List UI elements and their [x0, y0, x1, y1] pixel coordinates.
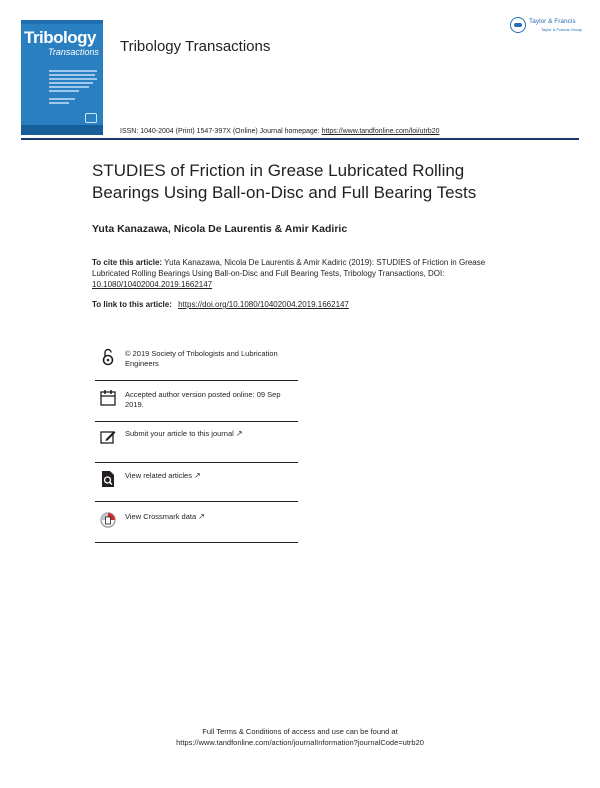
- info-divider: [95, 380, 298, 381]
- info-divider: [95, 462, 298, 463]
- cover-title-sub: Transactions: [48, 47, 99, 57]
- doi-link[interactable]: 10.1080/10402004.2019.1662147: [92, 280, 213, 289]
- info-divider: [95, 542, 298, 543]
- journal-homepage-link[interactable]: https://www.tandfonline.com/loi/utrb20: [321, 128, 440, 135]
- article-link-label: To link to this article:: [92, 300, 172, 309]
- publisher-logo[interactable]: [510, 17, 582, 35]
- cover-title-main: Tribology: [24, 28, 96, 47]
- issn-line: [120, 128, 439, 135]
- issn-text: ISSN: 1040-2004 (Print) 1547-397X (Online) Journal homepage:: [120, 128, 320, 135]
- external-link-icon: ↗: [235, 429, 243, 438]
- article-authors: Yuta Kanazawa, Nicola De Laurentis & Amir Kadiric: [92, 223, 348, 235]
- crossmark-icon: [100, 511, 116, 529]
- cover-footer: [21, 125, 103, 135]
- publisher-logo-sub: Taylor & Francis Group: [541, 27, 582, 32]
- crossmark-row[interactable]: [95, 511, 298, 543]
- citation-text: Yuta Kanazawa, Nicola De Laurentis & Amir Kadiric (2019): STUDIES of Friction in Grease Lubricated Rolling Bearings Using Ball-on-Disc and Full Bearing Tests, Tribology Transactions, DOI:: [92, 258, 486, 278]
- publisher-logo-name: Taylor & Francis: [529, 18, 576, 25]
- article-link[interactable]: https://doi.org/10.1080/10402004.2019.1662147: [178, 300, 349, 309]
- page-footer: [0, 726, 600, 748]
- footer-line-1: Full Terms & Conditions of access and use can be found at: [202, 727, 398, 736]
- article-title: STUDIES of Friction in Grease Lubricated Rolling Bearings Using Ball-on-Disc and Full Bearing Tests: [92, 161, 477, 202]
- submit-link[interactable]: [125, 429, 295, 439]
- cover-stripe: [21, 20, 103, 24]
- related-link[interactable]: [125, 471, 295, 481]
- calendar-icon: [100, 389, 116, 407]
- submit-text: Submit your article to this journal: [125, 429, 234, 438]
- header-rule: [21, 138, 579, 140]
- cover-blurb: [49, 70, 97, 106]
- journal-title: Tribology Transactions: [120, 38, 271, 55]
- edit-icon: [100, 428, 116, 446]
- crossmark-link[interactable]: [125, 512, 295, 522]
- info-divider: [95, 501, 298, 502]
- article-link-line: [92, 300, 349, 309]
- citation-label: To cite this article:: [92, 258, 163, 267]
- search-icon: [100, 470, 116, 488]
- accepted-text: Accepted author version posted online: 09 Sep 2019.: [125, 390, 281, 409]
- footer-line-2[interactable]: https://www.tandfonline.com/action/journalInformation?journalCode=utrb20: [176, 738, 424, 747]
- external-link-icon: ↗: [198, 512, 205, 521]
- related-text: View related articles: [125, 471, 192, 480]
- crossmark-text: View Crossmark data: [125, 512, 197, 521]
- publisher-logo-icon: [510, 17, 526, 33]
- cover-publisher-mark: [85, 113, 97, 123]
- related-row[interactable]: [95, 470, 298, 504]
- submit-row[interactable]: [95, 428, 298, 462]
- accepted-row: [95, 389, 298, 423]
- citation-block: [92, 257, 512, 290]
- open-access-icon: [100, 348, 116, 366]
- external-link-icon: ↗: [193, 471, 201, 480]
- copyright-row: [95, 348, 298, 380]
- copyright-text: © 2019 Society of Tribologists and Lubrication Engineers: [125, 349, 278, 368]
- info-divider: [95, 421, 298, 422]
- journal-cover: [21, 20, 103, 135]
